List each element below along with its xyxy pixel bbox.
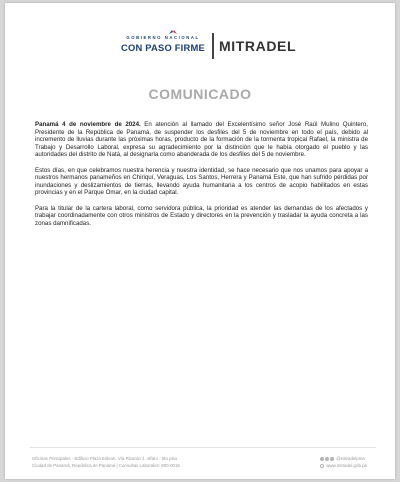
footer-divider — [30, 447, 376, 448]
flag-star-icon — [169, 30, 177, 34]
social-handle: @mitradelpma — [336, 456, 365, 461]
gobierno-nacional-logo — [117, 35, 209, 53]
website-url: www.mitradel.gob.pa — [326, 463, 367, 468]
letterhead — [5, 33, 395, 63]
document-page — [5, 3, 395, 479]
instagram-icon — [330, 457, 334, 461]
paragraph-1 — [35, 121, 368, 159]
footer-address-line-1: Oficinas Principales - Edificio Plaza Edison, Vía Ricardo J. Alfaro - 5to piso — [32, 456, 178, 461]
twitter-icon — [325, 457, 329, 461]
facebook-icon — [320, 457, 324, 461]
gov-logo-small-text: GOBIERNO NACIONAL — [126, 35, 200, 40]
footer-address-line-2: Ciudad de Panamá, República de Panamá | Consultas Laborales: 800-0016 — [32, 463, 180, 468]
footer-contact — [320, 455, 367, 469]
footer-social — [320, 455, 367, 462]
document-body — [35, 121, 368, 235]
document-title: COMUNICADO — [148, 86, 252, 102]
footer-web — [320, 462, 367, 469]
paragraph-3: Para la titular de la cartera laboral, como servidora pública, la prioridad es atender las demandas de los afectados y trabajar coordinadamente con otros ministros de Estado y directores en la prevención y trasladar la ayuda concreta a las zonas damnificadas. — [35, 204, 368, 227]
paragraph-2: Estos días, en que celebramos nuestra herencia y nuestra identidad, se hace necesario que nos unamos para apoyar a nuestros hermanos panameños en Chiriquí, Veraguas, Los Santos, Herrera y Panamá Este, que han sufrido pérdidas por inundaciones y deslizamientos de tierras, llevando ayuda humanitaria a los centros de acopio habilitados en estas provincias y en el Parque Omar, en la ciudad capital. — [35, 166, 368, 197]
date-line: Panamá 4 de noviembre de 2024. — [35, 121, 141, 128]
social-icons — [320, 457, 334, 461]
ministry-logo-text: MITRADEL — [219, 38, 297, 54]
footer-address — [32, 455, 180, 469]
globe-icon — [320, 464, 324, 468]
header-divider — [212, 33, 214, 59]
paragraph-1-text: En atención al llamado del Excelentísimo señor José Raúl Mulino Quintero, Presidente de la República de Panamá, de suspender los desfiles del 5 de noviembre en todo el país, debido al incremento de lluvias durante las próximas horas, producto de la formación de la tormenta tropical Rafael, la ministra de Trabajo y Desarrollo Laboral, expresa su agradecimiento por la distinción que le había otorgado el pueblo y las autoridades del distrito de Natá, al designarla como abanderada de los desfiles del 5 de noviembre. — [35, 121, 368, 159]
gov-logo-slogan: CON PASO FIRME — [121, 42, 205, 53]
